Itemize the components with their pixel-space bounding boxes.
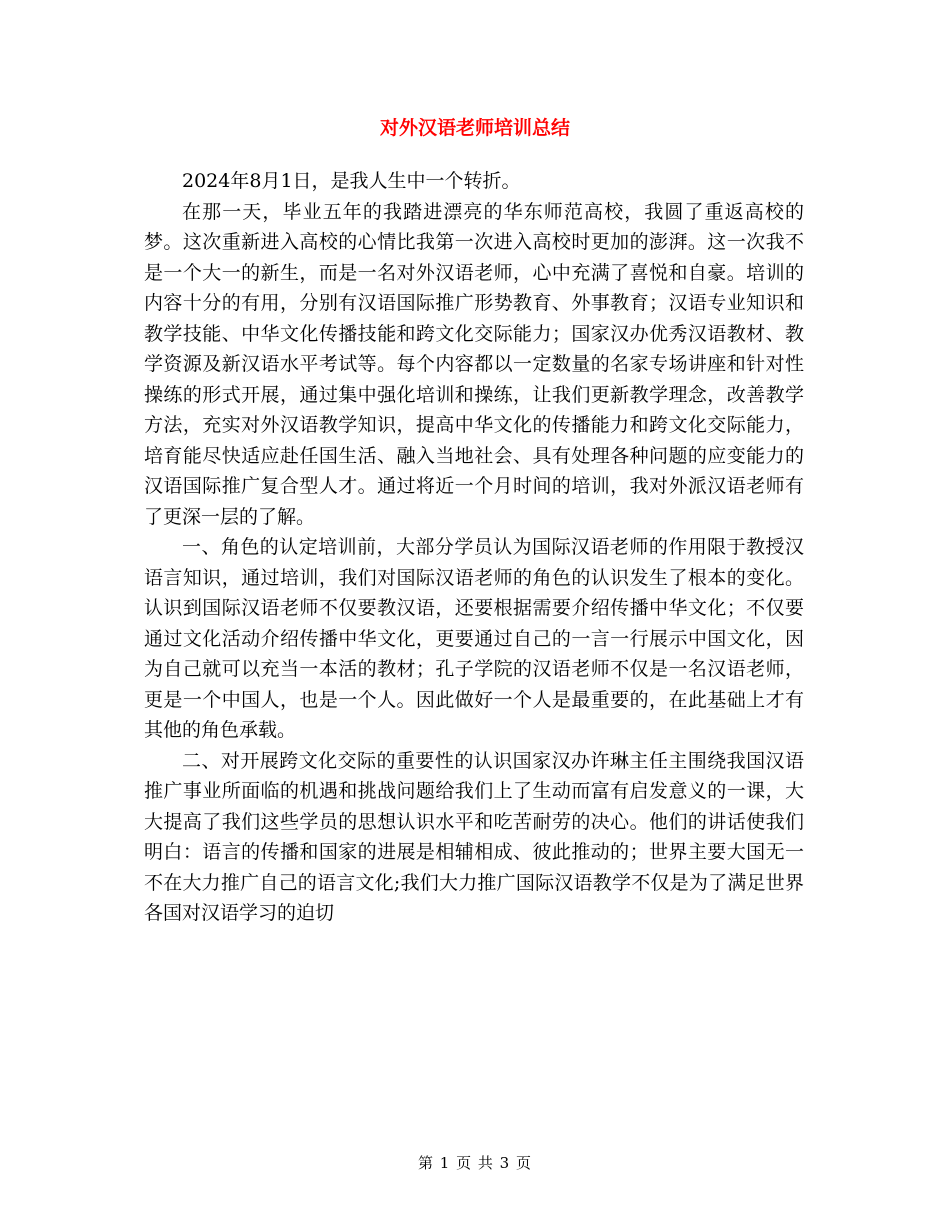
paragraph-training-content: 在那一天，毕业五年的我踏进漂亮的华东师范高校，我圆了重返高校的梦。这次重新进入高校的心情比我第一次进入高校时更加的澎湃。这一次我不是一个大一的新生，而是一名对外汉语老师，心中充满了喜悦和自豪。培训的内容十分的有用，分别有汉语国际推广形势教育、外事教育；汉语专业知识和教学技能、中华文化传播技能和跨文化交际能力；国家汉办优秀汉语教材、教学资源及新汉语水平考试等。每个内容都以一定数量的名家专场讲座和针对性操练的形式开展，通过集中强化培训和操练，让我们更新教学理念，改善教学方法，充实对外汉语教学知识，提高中华文化的传播能力和跨文化交际能力，培育能尽快适应赴任国生活、融入当地社会、具有处理各种问题的应变能力的汉语国际推广复合型人才。通过将近一个月时间的培训，我对外派汉语老师有了更深一层的了解。 <box>144 200 804 528</box>
paragraph-date: 2024年8月1日，是我人生中一个转折。 <box>182 170 521 192</box>
document-body <box>144 166 804 929</box>
paragraph-cross-cultural: 二、对开展跨文化交际的重要性的认识国家汉办许琳主任主围绕我国汉语推广事业所面临的机遇和挑战问题给我们上了生动而富有启发意义的一课，大大提高了我们这些学员的思想认识水平和吃苦耐劳的决心。他们的讲话使我们明白：语言的传播和国家的进展是相辅相成、彼此推动的；世界主要大国无一不在大力推广自己的语言文化;我们大力推广国际汉语教学不仅是为了满足世界各国对汉语学习的迫切 <box>144 749 804 924</box>
document-title: 对外汉语老师培训总结 <box>379 117 570 139</box>
page-number-footer: 第 1 页 共 3 页 <box>418 1154 532 1172</box>
paragraph-role-recognition: 一、角色的认定培训前，大部分学员认为国际汉语老师的作用限于教授汉语言知识，通过培训，我们对国际汉语老师的角色的认识发生了根本的变化。认识到国际汉语老师不仅要教汉语，还要根据需要介绍传播中华文化；不仅要通过文化活动介绍传播中华文化，更要通过自己的一言一行展示中国文化，因为自己就可以充当一本活的教材；孔子学院的汉语老师不仅是一名汉语老师，更是一个中国人，也是一个人。因此做好一个人是最重要的，在此基础上才有其他的角色承载。 <box>144 536 804 741</box>
